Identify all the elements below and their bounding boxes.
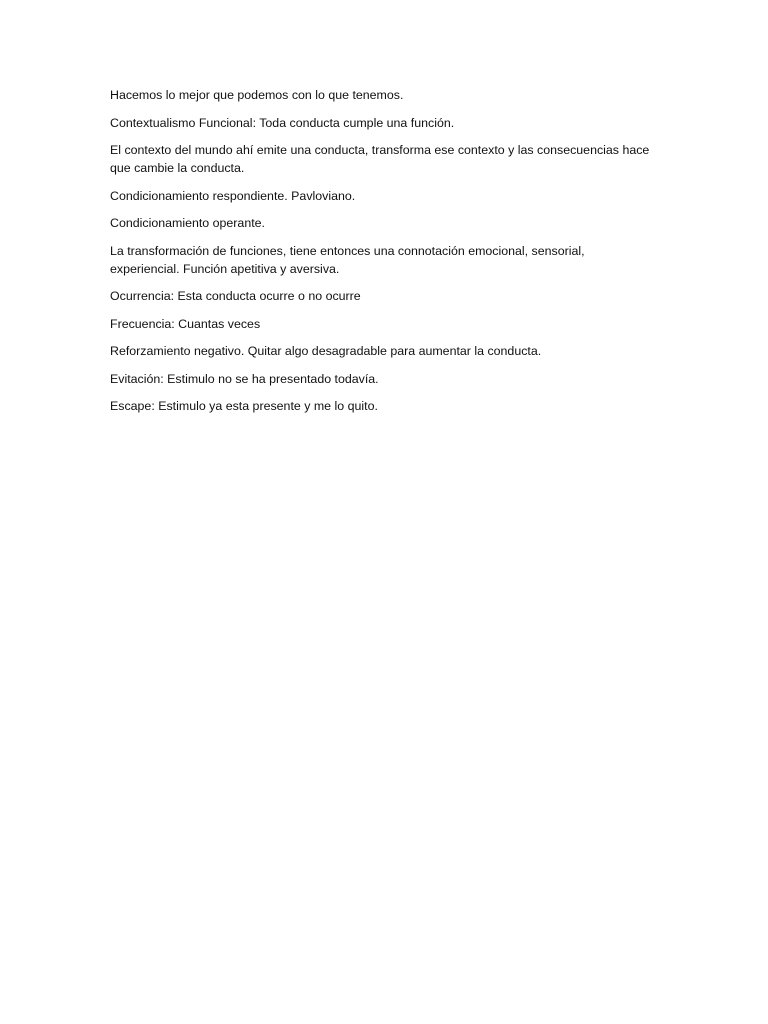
paragraph-3: El contexto del mundo ahí emite una conducta, transforma ese contexto y las consecuencias hace que cambie la conducta. [110, 143, 650, 175]
paragraph-4: Condicionamiento respondiente. Pavloviano. [110, 188, 356, 203]
paragraph-2: Contextualismo Funcional: Toda conducta cumple una función. [110, 115, 455, 130]
paragraph-5: Condicionamiento operante. [110, 216, 265, 230]
paragraph-10: Evitación: Estimulo no se ha presentado todavía. [110, 371, 379, 386]
paragraph-6: La transformación de funciones, tiene entonces una connotación emocional, sensorial, experiencial. Función apetitiva y aversiva. [110, 243, 585, 276]
paragraph-8: Frecuencia: Cuantas veces [110, 316, 261, 331]
paragraph-9: Reforzamiento negativo. Quitar algo desagradable para aumentar la conducta. [110, 344, 542, 358]
document-body [110, 86, 655, 425]
paragraph-11: Escape: Estimulo ya esta presente y me lo quito. [110, 399, 378, 413]
paragraph-7: Ocurrencia: Esta conducta ocurre o no ocurre [110, 289, 361, 303]
paragraph-1: Hacemos lo mejor que podemos con lo que tenemos. [110, 88, 404, 102]
